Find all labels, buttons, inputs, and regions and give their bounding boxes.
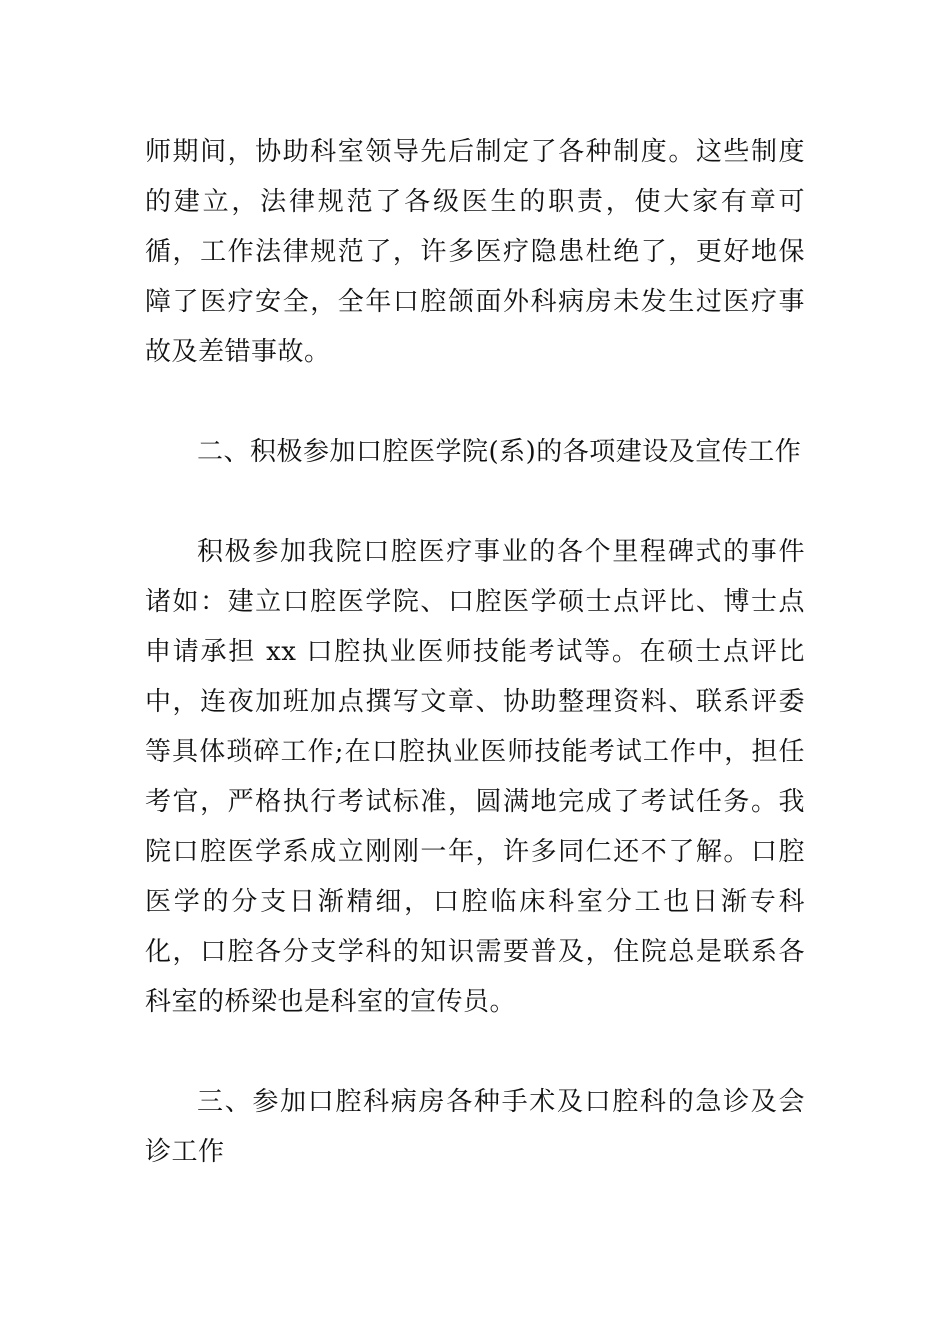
document-page — [145, 127, 805, 1177]
paragraph-body: 积极参加我院口腔医疗事业的各个里程碑式的事件诸如：建立口腔医学院、口腔医学硕士点评比、博士点申请承担 xx 口腔执业医师技能考试等。在硕士点评比中，连夜加班加点撰写文章、协助整理资料、联系评委等具体琐碎工作;在口腔执业医师技能考试工作中，担任考官，严格执行考试标准，圆满地完成了考试任务。我院口腔医学系成立刚刚一年，许多同仁还不了解。口腔医学的分支日渐精细，口腔临床科室分工也日渐专科化，口腔各分支学科的知识需要普及，住院总是联系各科室的桥梁也是科室的宣传员。 — [145, 537, 805, 1017]
section-heading-2: 二、积极参加口腔医学院(系)的各项建设及宣传工作 — [197, 437, 802, 467]
paragraph-continuation: 师期间，协助科室领导先后制定了各种制度。这些制度的建立，法律规范了各级医生的职责，使大家有章可循，工作法律规范了，许多医疗隐患杜绝了，更好地保障了医疗安全，全年口腔颌面外科病房未发生过医疗事故及差错事故。 — [145, 137, 805, 367]
section-heading-3: 三、参加口腔科病房各种手术及口腔科的急诊及会诊工作 — [145, 1087, 805, 1167]
